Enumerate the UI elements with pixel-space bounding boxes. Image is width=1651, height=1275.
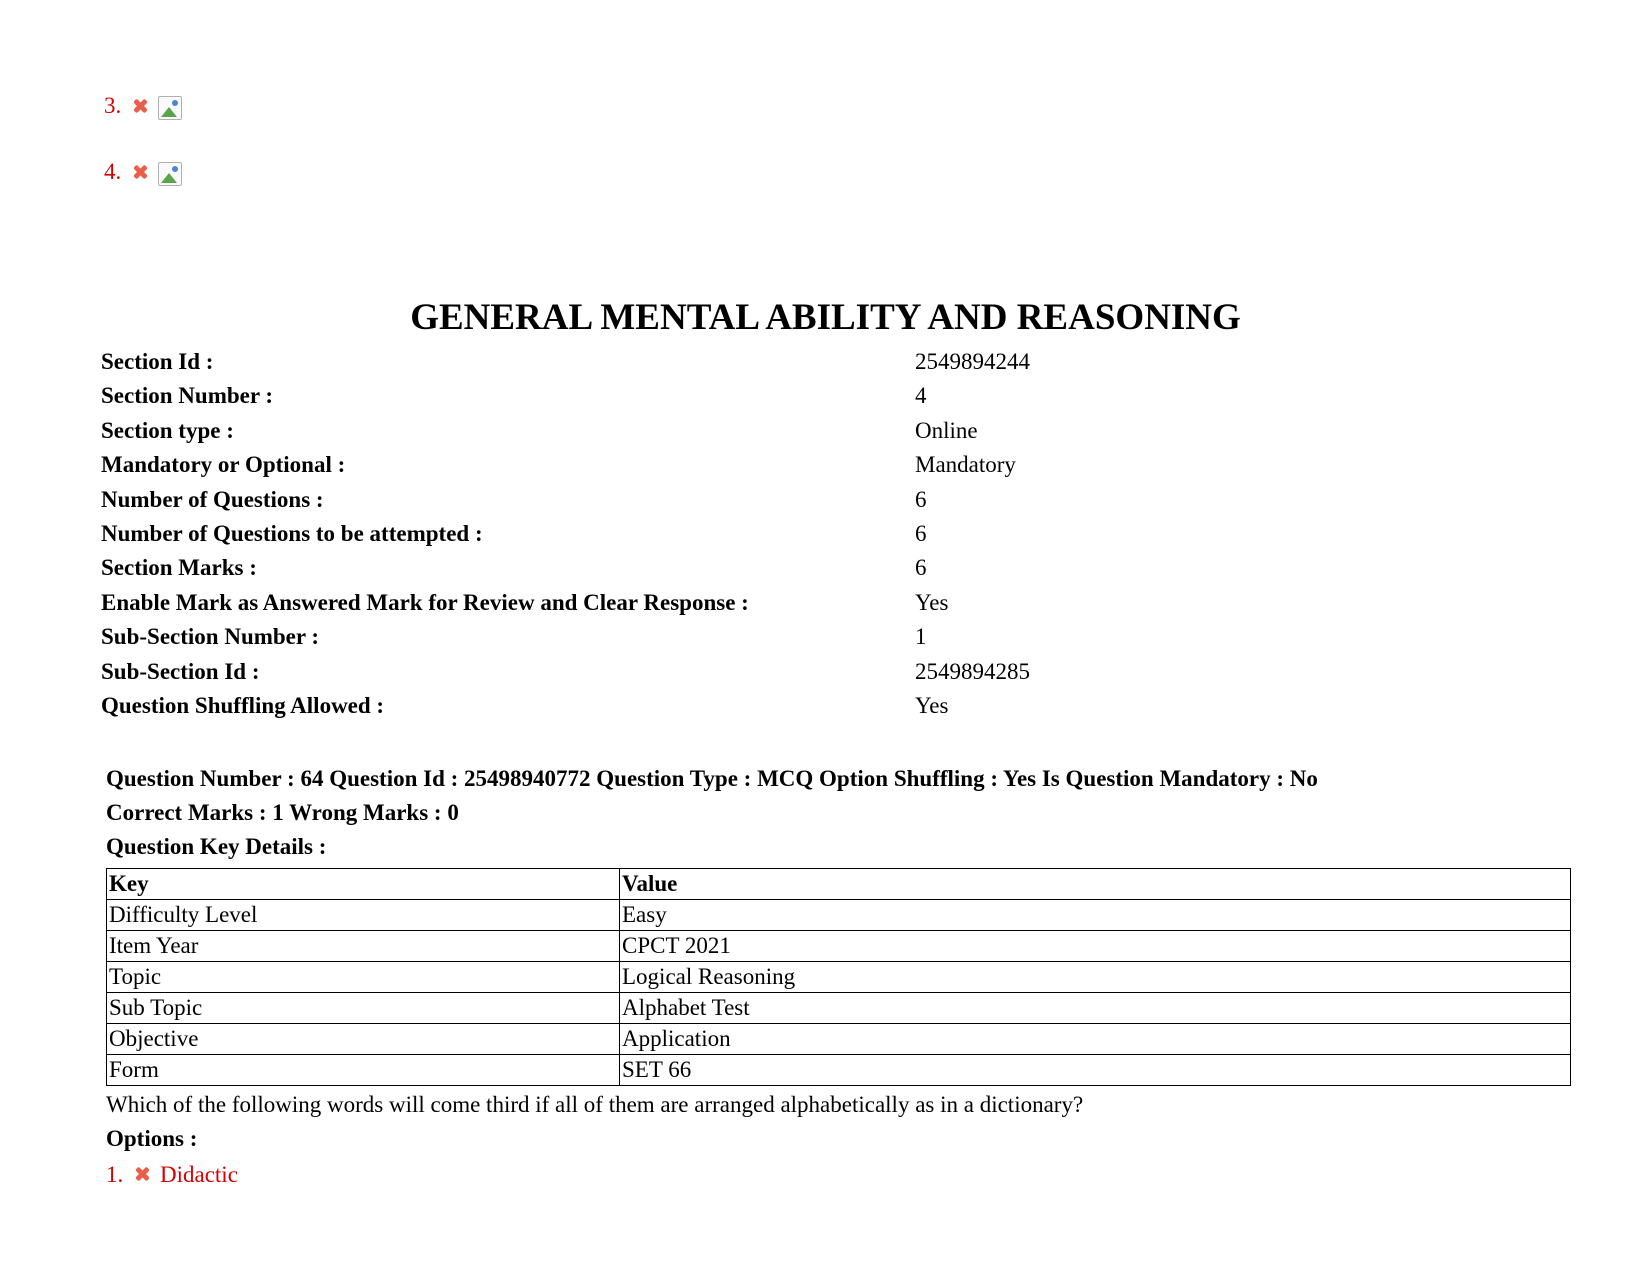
broken-image-icon	[158, 96, 182, 120]
info-value: 2549894244	[915, 349, 1030, 374]
info-label: Number of Questions :	[101, 486, 324, 512]
info-value: Yes	[915, 589, 949, 615]
info-value: 4	[915, 383, 927, 409]
info-value: Mandatory	[915, 452, 1016, 478]
answer-option-1	[106, 1158, 1576, 1192]
previous-question-options	[104, 92, 182, 224]
info-label: Question Shuffling Allowed :	[101, 692, 385, 718]
info-row-enable-mark	[101, 586, 1401, 620]
table-cell-key: Form	[107, 1055, 620, 1086]
previous-option-4	[104, 158, 182, 224]
info-value: Yes	[915, 692, 949, 718]
table-cell-key: Item Year	[107, 931, 620, 962]
question-text: Which of the following words will come third if all of them are arranged alphabetically as in a dictionary?	[106, 1092, 1084, 1117]
table-cell-value: Application	[620, 1024, 1571, 1055]
table-cell-value: Easy	[620, 900, 1571, 931]
section-info	[101, 345, 1401, 723]
table-cell-key: Sub Topic	[107, 993, 620, 1024]
question-marks: Correct Marks : 1 Wrong Marks : 0	[106, 800, 459, 825]
info-row-section-marks	[101, 551, 1401, 585]
info-row-number-of-questions	[101, 483, 1401, 517]
info-value: 6	[915, 486, 927, 512]
info-label: Section Marks :	[101, 555, 257, 581]
table-cell-value: SET 66	[620, 1055, 1571, 1086]
table-cell-value: Alphabet Test	[620, 993, 1571, 1024]
info-row-sub-section-number	[101, 620, 1401, 654]
info-value: 1	[915, 624, 927, 650]
info-value: 6	[915, 555, 927, 581]
section-title: GENERAL MENTAL ABILITY AND REASONING	[410, 297, 1241, 338]
info-row-question-shuffling	[101, 689, 1401, 723]
info-label: Enable Mark as Answered Mark for Review and Clear Response :	[101, 589, 749, 615]
info-label: Section Number :	[101, 383, 274, 409]
question-header: Question Number : 64 Question Id : 25498940772 Question Type : MCQ Option Shuffling : Yes Is Question Mandatory : No	[106, 766, 1318, 791]
info-value: Online	[915, 417, 978, 443]
wrong-answer-cross-icon	[132, 98, 148, 114]
info-label: Mandatory or Optional :	[101, 452, 346, 478]
option-number: 4.	[104, 159, 122, 184]
table-cell-key: Objective	[107, 1024, 620, 1055]
broken-image-icon	[158, 162, 182, 186]
table-cell-value: CPCT 2021	[620, 931, 1571, 962]
info-label: Section type :	[101, 417, 234, 443]
wrong-answer-cross-icon	[134, 1166, 150, 1182]
table-row	[107, 993, 1571, 1024]
column-header-value: Value	[620, 869, 1571, 900]
question-key-details-table	[106, 868, 1571, 1086]
info-label: Section Id :	[101, 349, 214, 374]
column-header-key: Key	[107, 869, 620, 900]
option-text: Didactic	[160, 1162, 238, 1187]
option-number: 1.	[106, 1162, 124, 1187]
info-label: Number of Questions to be attempted :	[101, 520, 483, 546]
option-number: 3.	[104, 93, 122, 118]
previous-option-3	[104, 92, 182, 158]
question-key-details-label: Question Key Details :	[106, 834, 327, 859]
info-label: Sub-Section Id :	[101, 658, 260, 684]
info-value: 2549894285	[915, 658, 1030, 684]
table-row	[107, 931, 1571, 962]
table-row	[107, 962, 1571, 993]
question-block	[106, 762, 1576, 1192]
info-row-questions-to-attempt	[101, 517, 1401, 551]
info-row-section-number	[101, 379, 1401, 413]
info-row-sub-section-id	[101, 655, 1401, 689]
table-cell-key: Difficulty Level	[107, 900, 620, 931]
table-cell-key: Topic	[107, 962, 620, 993]
wrong-answer-cross-icon	[132, 164, 148, 180]
table-cell-value: Logical Reasoning	[620, 962, 1571, 993]
info-row-mandatory	[101, 448, 1401, 482]
table-row	[107, 1024, 1571, 1055]
info-row-section-id	[101, 345, 1401, 379]
info-label: Sub-Section Number :	[101, 624, 320, 650]
options-label: Options :	[106, 1126, 198, 1151]
info-value: 6	[915, 520, 927, 546]
info-row-section-type	[101, 414, 1401, 448]
table-header-row	[107, 869, 1571, 900]
table-row	[107, 1055, 1571, 1086]
table-row	[107, 900, 1571, 931]
